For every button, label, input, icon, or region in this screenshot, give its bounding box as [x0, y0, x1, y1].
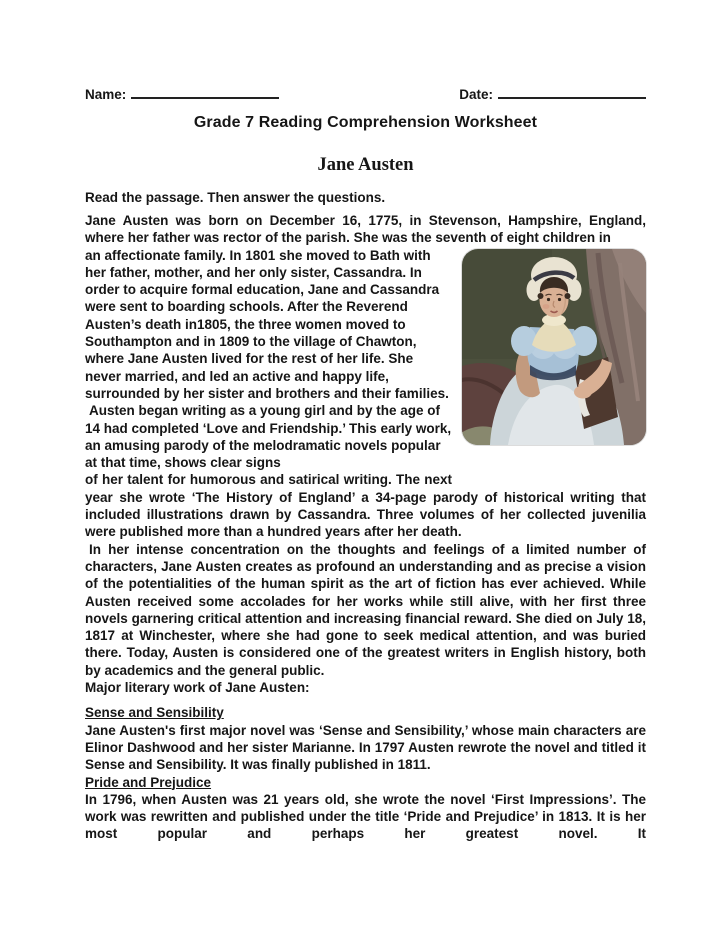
jane-austen-portrait-illustration	[462, 249, 646, 445]
date-label: Date:	[459, 87, 493, 102]
passage-title: Jane Austen	[317, 155, 414, 175]
worksheet-title: Grade 7 Reading Comprehension Worksheet	[193, 114, 538, 131]
passage-body	[85, 212, 646, 843]
name-date-row	[85, 85, 646, 102]
paragraph-works-intro: Major literary work of Jane Austen:	[85, 680, 310, 696]
section-heading-pride-and-prejudice: Pride and Prejudice	[85, 774, 212, 790]
paragraph-early-writing: Austen began writing as a young girl and by the age of 14 had completed ‘Love and Friendship.’ This early work, an amusing parody of the melodramatic novels popular at that time, shows clear signs	[85, 403, 452, 471]
jane-austen-portrait	[462, 249, 646, 445]
section-heading-sense-and-sensibility: Sense and Sensibility	[85, 705, 224, 721]
name-field	[85, 85, 279, 102]
paragraph-legacy: In her intense concentration on the thoughts and feelings of a limited number of characters, Jane Austen creates as profound an understanding and as precise a vision of the potentialities of the human spirit as the art of fiction has ever achieved. While Austen received some accolades for her works while still alive, with her first three novels garnering critical attention and increasing financial reward. She died on July 18, 1817 at Winchester, where she had gone to seek medical attention, and was buried there. Today, Austen is considered one of the greatest writers in English history, both by academics and the general public.	[85, 541, 646, 678]
paragraph-family: an affectionate family. In 1801 she moved to Bath with her father, mother, and her only sister, Cassandra. In order to acquire formal education, Jane and Cassandra were sent to boarding schools. After the Reverend Austen’s death in1805, the three women moved to Southampton and in 1809 to the village of Chawton, where Jane Austen lived for the rest of her life. She never married, and led an active and happy life, surrounded by her sister and brothers and their families.	[85, 247, 449, 401]
worksheet-content	[85, 85, 646, 843]
name-label: Name:	[85, 87, 127, 102]
section-body-pride-and-prejudice: In 1796, when Austen was 21 years old, she wrote the novel ‘First Impressions’. The work was rewritten and published under the title ‘Pride and Prejudice’ in 1813. It is her most popular and perhaps her greatest novel. It	[85, 791, 646, 842]
name-blank-line	[131, 85, 279, 99]
section-body-sense-and-sensibility: Jane Austen's first major novel was ‘Sense and Sensibility,’ whose main characters are Elinor Dashwood and her sister Marianne. In 1797 Austen rewrote the novel and titled it Sense and Sensibility. It was finally published in 1811.	[85, 722, 646, 773]
instructions: Read the passage. Then answer the questions.	[85, 190, 386, 205]
date-field	[459, 85, 646, 102]
date-blank-line	[498, 85, 646, 99]
paragraph-intro: Jane Austen was born on December 16, 1775, in Stevenson, Hampshire, England, where her father was rector of the parish. She was the seventh of eight children in	[85, 213, 646, 246]
paragraph-history-of-england: of her talent for humorous and satirical writing. The next year she wrote ‘The History of England’ a 34-page parody of historical writing that included illustrations drawn by Cassandra. Three volumes of her collected juvenilia were published more than a hundred years after her death.	[85, 472, 646, 540]
